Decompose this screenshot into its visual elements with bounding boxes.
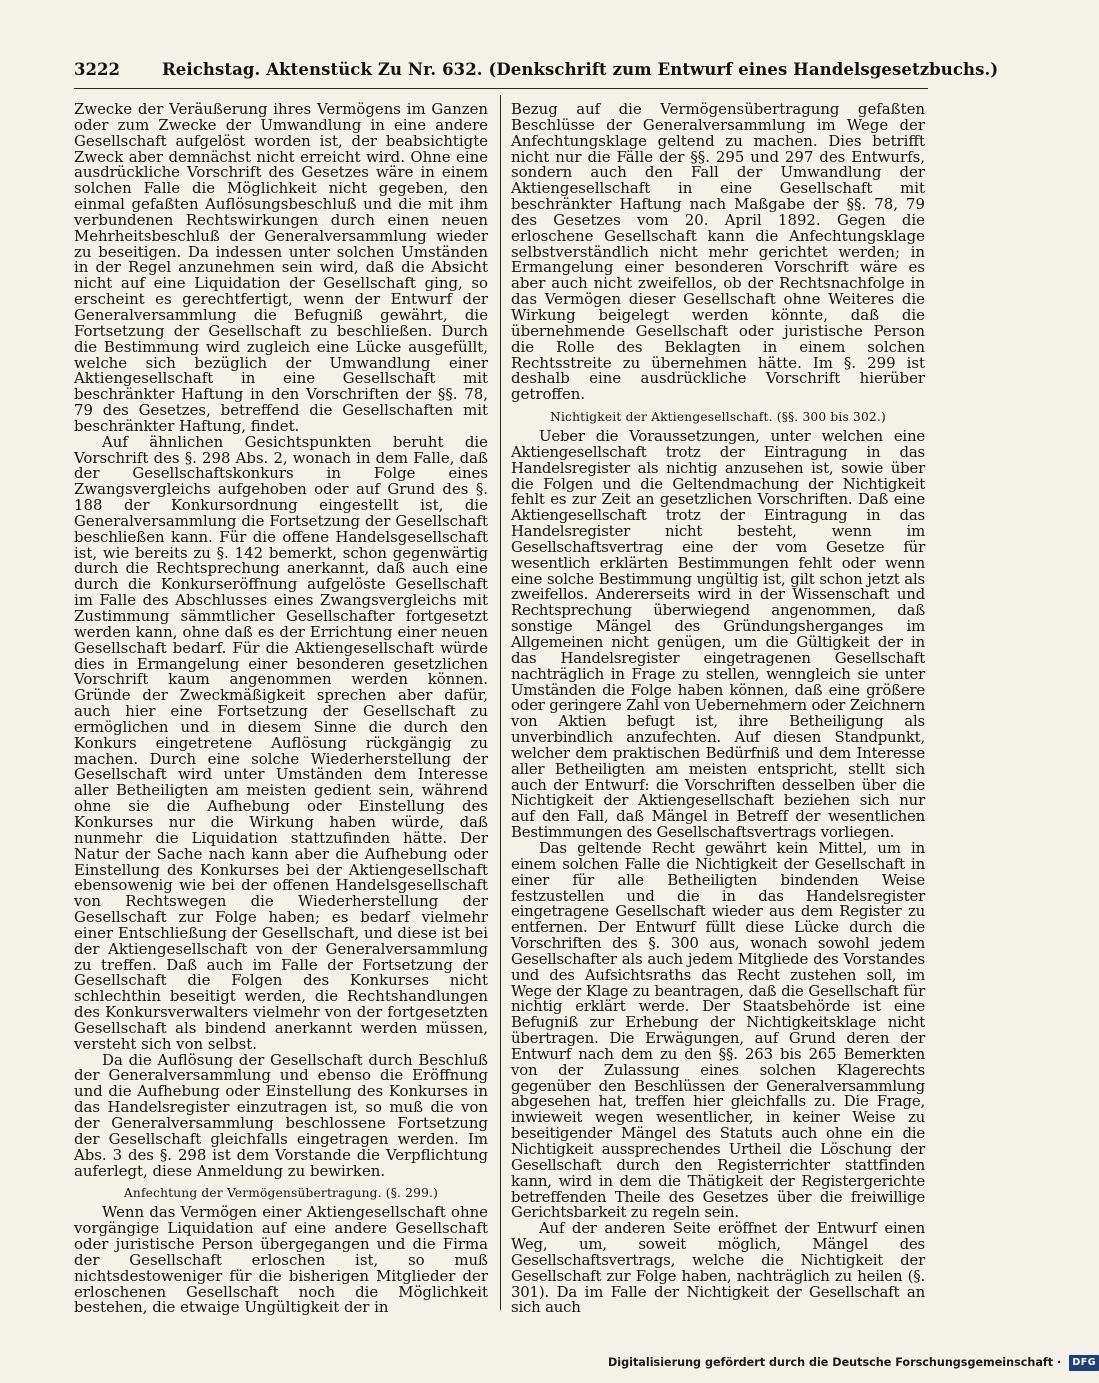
right-column: [511, 102, 925, 1316]
right-paragraph-2: Ueber die Voraussetzungen, unter welchen eine Aktiengesellschaft trotz der Eintragung in das Handelsregister als nichtig anzusehen ist, sowie über die Folgen und die Geltendmachung der Nichtigkeit fehlt es zur Zeit an gesetzlichen Vorschriften. Daß eine Aktiengesellschaft trotz der Eintragung in das Handelsregister nicht besteht, wenn im Gesellschaftsvertrag eine der vom Gesetze für wesentlich erklärten Bestimmungen fehlt oder wenn eine solche Bestimmung ungültig ist, gilt schon jetzt als zweifellos. Andererseits wird in der Wissenschaft und Rechtsprechung überwiegend angenommen, daß sonstige Mängel des Gründungsherganges im Allgemeinen nicht genügen, um die Gültigkeit der in das Handelsregister eingetragenen Gesellschaft nachträglich in Frage zu stellen, wenngleich sie unter Umständen die Folge haben können, daß eine größere oder geringere Zahl von Uebernehmern oder Zeichnern von Aktien befugt ist, ihre Betheiligung als unverbindlich anzufechten. Auf diesen Standpunkt, welcher dem praktischen Bedürfniß und dem Interesse aller Betheiligten am meisten entspricht, stellt sich auch der Entwurf: die Vorschriften desselben über die Nichtigkeit der Aktiengesellschaft beziehen sich nur auf den Fall, daß Mängel in Betreff der wesentlichen Bestimmungen des Gesellschaftsvertrags vorliegen.: [511, 427, 925, 842]
left-paragraph-3: Da die Auflösung der Gesellschaft durch Beschluß der Generalversammlung und ebenso die Eröffnung und die Aufhebung oder Einstellung des Konkurses in das Handelsregister einzutragen ist, so muß die von der Generalversammlung beschlossene Fortsetzung der Gesellschaft gleichfalls eingetragen werden. Im Abs. 3 des §. 298 ist dem Vorstande die Verpflichtung auferlegt, diese Anmeldung zu bewirken.: [74, 1050, 488, 1180]
left-paragraph-1: Zwecke der Veräußerung ihres Vermögens im Ganzen oder zum Zwecke der Umwandlung in eine andere Gesellschaft aufgelöst worden ist, der beabsichtigte Zweck aber demnächst nicht erreicht wird. Ohne eine ausdrückliche Vorschrift des Gesetzes wäre in einem solchen Falle die Möglichkeit nicht gegeben, den einmal gefaßten Auflösungsbeschluß und die mit ihm verbundenen Rechtswirkungen durch einen neuen Mehrheitsbeschluß der Generalversammlung wieder zu beseitigen. Da indessen unter solchen Umständen in der Regel anzunehmen sein wird, daß die Absicht nicht auf eine Liquidation der Gesellschaft ging, so erscheint es gerechtfertigt, wenn der Entwurf der Generalversammlung die Befugniß gewährt, die Fortsetzung der Gesellschaft zu beschließen. Durch die Bestimmung wird zugleich eine Lücke ausgefüllt, welche sich bezüglich der Umwandlung einer Aktiengesellschaft in eine Gesellschaft mit beschränkter Haftung in den Vorschriften der §§. 78, 79 des Gesetzes, betreffend die Gesellschaften mit beschränkter Haftung, findet.: [74, 100, 488, 435]
funding-note: [608, 1353, 1097, 1373]
page-header: [74, 58, 999, 82]
page-number: 3222: [74, 60, 120, 79]
left-column: [74, 102, 488, 1316]
left-paragraph-2: Auf ähnlichen Gesichtspunkten beruht die Vorschrift des §. 298 Abs. 2, wonach in dem Falle, daß der Gesellschaftskonkurs in Folge eines Zwangsvergleichs aufgehoben oder auf Grund des §. 188 der Konkursordnung eingestellt ist, die Generalversammlung die Fortsetzung der Gesellschaft beschließen kann. Für die offene Handelsgesellschaft ist, wie bereits zu §. 142 bemerkt, schon gegenwärtig durch die Rechtsprechung anerkannt, daß auch eine durch die Konkurseröffnung aufgelöste Gesellschaft im Falle des Abschlusses eines Zwangsvergleichs mit Zustimmung sämmtlicher Gesellschafter fortgesetzt werden kann, ohne daß es der Errichtung einer neuen Gesellschaft bedarf. Für die Aktiengesellschaft würde dies in Ermangelung einer besonderen gesetzlichen Vorschrift kaum angenommen werden können. Gründe der Zweckmäßigkeit sprechen aber dafür, auch hier eine Fortsetzung der Gesellschaft zu ermöglichen und in diesem Sinne die durch den Konkurs eingetretene Auflösung rückgängig zu machen. Durch eine solche Wiederherstellung der Gesellschaft wird unter Umständen dem Interesse aller Betheiligten am meisten gedient sein, während ohne sie die Aufhebung oder Einstellung des Konkurses nur die Wirkung haben würde, daß nunmehr die Liquidation stattzufinden hätte. Der Natur der Sache nach kann aber die Aufhebung oder Einstellung des Konkurses bei der Aktiengesellschaft ebensowenig wie bei der offenen Handelsgesellschaft von Rechtswegen die Wiederherstellung der Gesellschaft zur Folge haben; es bedarf vielmehr einer Entschließung der Gesellschaft, und diese ist bei der Aktiengesellschaft von der Generalversammlung zu treffen. Daß auch im Falle der Fortsetzung der Gesellschaft die Folgen des Konkurses nicht schlechthin beseitigt werden, die Rechtshandlungen des Konkursverwalters vielmehr von der fortgesetzten Gesellschaft als bindend anerkannt werden müssen, versteht sich von selbst.: [74, 432, 488, 1053]
right-paragraph-1: Bezug auf die Vermögensübertragung gefaßten Beschlüsse der Generalversammlung im Wege der Anfechtungsklage geltend zu machen. Dies betrifft nicht nur die Fälle der §§. 295 und 297 des Entwurfs, sondern auch den Fall der Umwandlung der Aktiengesellschaft in eine Gesellschaft mit beschränkter Haftung nach Maßgabe der §§. 78, 79 des Gesetzes vom 20. April 1892. Gegen die erloschene Gesellschaft kann die Anfechtungsklage selbstverständlich nicht mehr gerichtet werden; in Ermangelung einer besonderen Vorschrift wäre es aber auch nicht zweifellos, ob der Rechtsnachfolge in das Vermögen dieser Gesellschaft ohne Weiteres die Wirkung beigelegt werden könnte, daß die übernehmende Gesellschaft oder juristische Person die Rolle des Beklagten in einem solchen Rechtsstreite zu übernehmen hätte. Im §. 299 ist deshalb eine ausdrückliche Vorschrift hierüber getroffen.: [511, 100, 925, 404]
funding-note-text: Digitalisierung gefördert durch die Deutsche Forschungsgemeinschaft ·: [608, 1356, 1062, 1369]
left-paragraph-4: Wenn das Vermögen einer Aktiengesellschaft ohne vorgängige Liquidation auf eine andere Gesellschaft oder juristische Person übergegangen und die Firma der Gesellschaft erloschen ist, so muß nichtsdestoweniger für die bisherigen Mitglieder der erloschenen Gesellschaft noch die Möglichkeit bestehen, die etwaige Ungültigkeit der in: [74, 1203, 488, 1317]
running-title: Reichstag. Aktenstück Zu Nr. 632. (Denkschrift zum Entwurf eines Handelsgesetzbuchs.): [162, 60, 999, 79]
right-paragraph-4: Auf der anderen Seite eröffnet der Entwurf einen Weg, um, soweit möglich, Mängel des Gesellschaftsvertrags, welche die Nichtigkeit der Gesellschaft zur Folge haben, nachträglich zu heilen (§. 301). Da im Falle der Nichtigkeit der Gesellschaft an sich auch: [511, 1219, 925, 1317]
column-divider: [500, 95, 501, 1310]
header-rule: [74, 88, 928, 89]
section-heading-anfechtung: Anfechtung der Vermögensübertragung. (§. 299.): [123, 1186, 439, 1201]
section-heading-nichtigkeit: Nichtigkeit der Aktiengesellschaft. (§§. 300 bis 302.): [550, 410, 886, 425]
right-paragraph-3: Das geltende Recht gewährt kein Mittel, um in einem solchen Falle die Nichtigkeit der Gesellschaft in einer für alle Betheiligten bindenden Weise festzustellen und die in das Handelsregister eingetragene Gesellschaft wieder aus dem Register zu entfernen. Der Entwurf füllt diese Lücke durch die Vorschriften des §. 300 aus, wonach sowohl jedem Gesellschafter als auch jedem Mitgliede des Vorstandes und des Aufsichtsraths das Recht zustehen soll, im Wege der Klage zu beantragen, daß die Gesellschaft für nichtig erklärt werde. Der Staatsbehörde ist eine Befugniß zur Erhebung der Nichtigkeitsklage nicht übertragen. Die Erwägungen, auf Grund deren der Entwurf nach dem zu den §§. 263 bis 265 Bemerkten von der Zulassung eines solchen Klagerechts gegenüber den Beschlüssen der Generalversammlung abgesehen hat, treffen hier gleichfalls zu. Die Frage, inwieweit wegen wesentlicher, in keiner Weise zu beseitigender Mängel des Statuts auch ohne ein die Nichtigkeit aussprechendes Urtheil die Löschung der Gesellschaft durch den Registerrichter stattfinden kann, wird in dem die Thätigkeit der Registergerichte betreffenden Theile des Gesetzes über die freiwillige Gerichtsbarkeit zu regeln sein.: [511, 838, 925, 1222]
dfg-logo-icon: DFG: [1069, 1355, 1099, 1371]
